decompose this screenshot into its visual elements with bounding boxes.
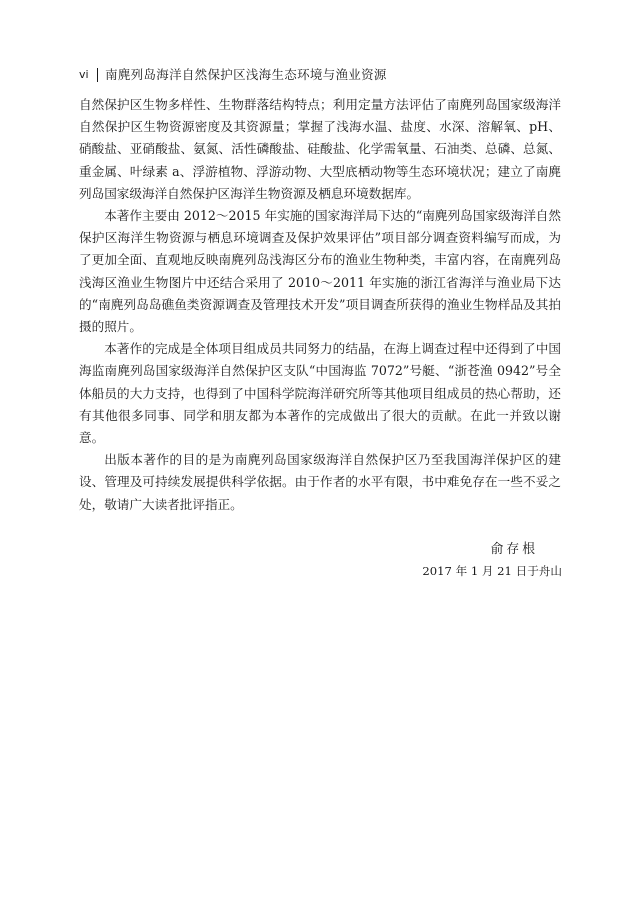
date-place: 2017 年 1 月 21 日于舟山 xyxy=(422,564,562,578)
book-title: 南麂列岛海洋自然保护区浅海生态环境与渔业资源 xyxy=(105,67,387,82)
author-signature: 俞存根 xyxy=(490,542,538,557)
paragraph-sources: 本著作主要由 2012～2015 年实施的国家海洋局下达的“南麂列岛国家级海洋自然保护区海洋生物资源与栖息环境调查及保护效果评估”项目部分调查资料编写而成，为了更加全面、直观地反映南麂列岛浅海区分布的渔业生物种类，丰富内容，在南麂列岛浅海区渔业生物图片中还结合采用了 2010～2011 年实施的浙江省海洋与渔业局下达的“南麂列岛岛礁鱼类资源调查及管理技术开发”项目调查所获得的渔业生物样品及其拍摄的照片。 xyxy=(79,208,561,335)
preface-body xyxy=(79,94,561,516)
running-header xyxy=(79,66,559,84)
paragraph-acknowledgements: 本著作的完成是全体项目组成员共同努力的结晶，在海上调查过程中还得到了中国海监南麂列岛国家级海洋自然保护区支队“中国海监 7072”号艇、“浙苍渔 0942”号全体船员的大力支持，也得到了中国科学院海洋研究所等其他项目组成员的热心帮助，还有其他很多同事、同学和朋友都为本著作的完成做出了很大的贡献。在此一并致以谢意。 xyxy=(79,341,561,446)
page-number: vi xyxy=(79,68,89,81)
paragraph-continued: 自然保护区生物多样性、生物群落结构特点；利用定量方法评估了南麂列岛国家级海洋自然保护区生物资源密度及其资源量；掌握了浅海水温、盐度、水深、溶解氧、pH、硝酸盐、亚硝酸盐、氨氮、活性磷酸盐、硅酸盐、化学需氧量、石油类、总磷、总氮、重金属、叶绿素 a、浮游植物、浮游动物、大型底栖动物等生态环境状况；建立了南麂列岛国家级海洋自然保护区海洋生物资源及栖息环境数据库。 xyxy=(79,97,561,201)
header-divider xyxy=(97,68,99,82)
paragraph-purpose: 出版本著作的目的是为南麂列岛国家级海洋自然保护区乃至我国海洋保护区的建设、管理及可持续发展提供科学依据。由于作者的水平有限，书中难免存在一些不妥之处，敬请广大读者批评指正。 xyxy=(79,452,561,512)
